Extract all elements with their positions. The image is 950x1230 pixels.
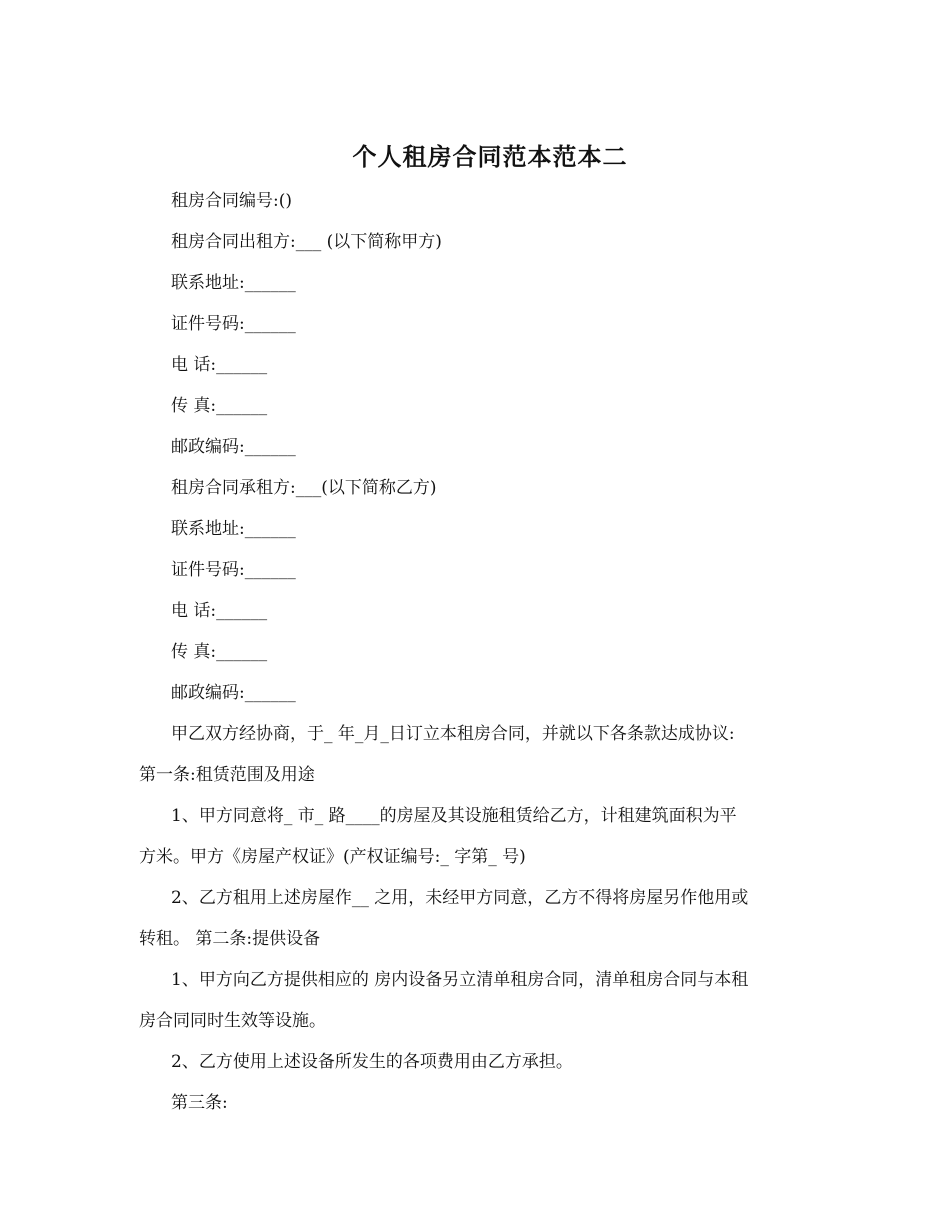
lessor-address-line: 联系地址:______ <box>171 273 296 293</box>
article-2-clause-2: 2、乙方使用上述设备所发生的各项费用由乙方承担。 <box>171 1052 573 1072</box>
lessee-fax-line: 传 真:______ <box>171 642 268 662</box>
lessee-postcode-line: 邮政编码:______ <box>171 683 296 703</box>
lessor-fax-line: 传 真:______ <box>171 396 268 416</box>
article-1-clause-2-line-1: 2、乙方租用上述房屋作__ 之用，未经甲方同意，乙方不得将房屋另作他用或 <box>171 888 749 908</box>
article-3-heading: 第三条: <box>171 1093 228 1113</box>
lessee-address-line: 联系地址:______ <box>171 519 296 539</box>
document-title: 个人租房合同范本范本二 <box>352 142 628 171</box>
article-1-clause-2-line-2: 转租。 第二条:提供设备 <box>139 929 321 949</box>
lessee-phone-line: 电 话:______ <box>171 601 268 621</box>
article-1-heading: 第一条:租赁范围及用途 <box>139 765 315 785</box>
lessor-id-line: 证件号码:______ <box>171 314 296 334</box>
lessee-line: 租房合同承租方:___(以下简称乙方) <box>171 478 437 498</box>
lessor-postcode-line: 邮政编码:______ <box>171 437 296 457</box>
article-1-clause-1-line-2: 方米。甲方《房屋产权证》(产权证编号:_ 字第_ 号) <box>139 847 526 867</box>
article-2-clause-1-line-1: 1、甲方向乙方提供相应的 房内设备另立清单租房合同，清单租房合同与本租 <box>171 970 749 990</box>
document-body <box>139 181 819 1124</box>
contract-number-line: 租房合同编号:() <box>171 191 292 211</box>
lessee-id-line: 证件号码:______ <box>171 560 296 580</box>
lessor-line: 租房合同出租方:___ (以下简称甲方) <box>171 232 442 252</box>
agreement-intro-line: 甲乙双方经协商，于_ 年_月_日订立本租房合同，并就以下各条款达成协议: <box>171 724 735 744</box>
article-2-clause-1-line-2: 房合同同时生效等设施。 <box>139 1011 326 1031</box>
lessor-phone-line: 电 话:______ <box>171 355 268 375</box>
article-1-clause-1-line-1: 1、甲方同意将_ 市_ 路____的房屋及其设施租赁给乙方，计租建筑面积为平 <box>171 806 737 826</box>
